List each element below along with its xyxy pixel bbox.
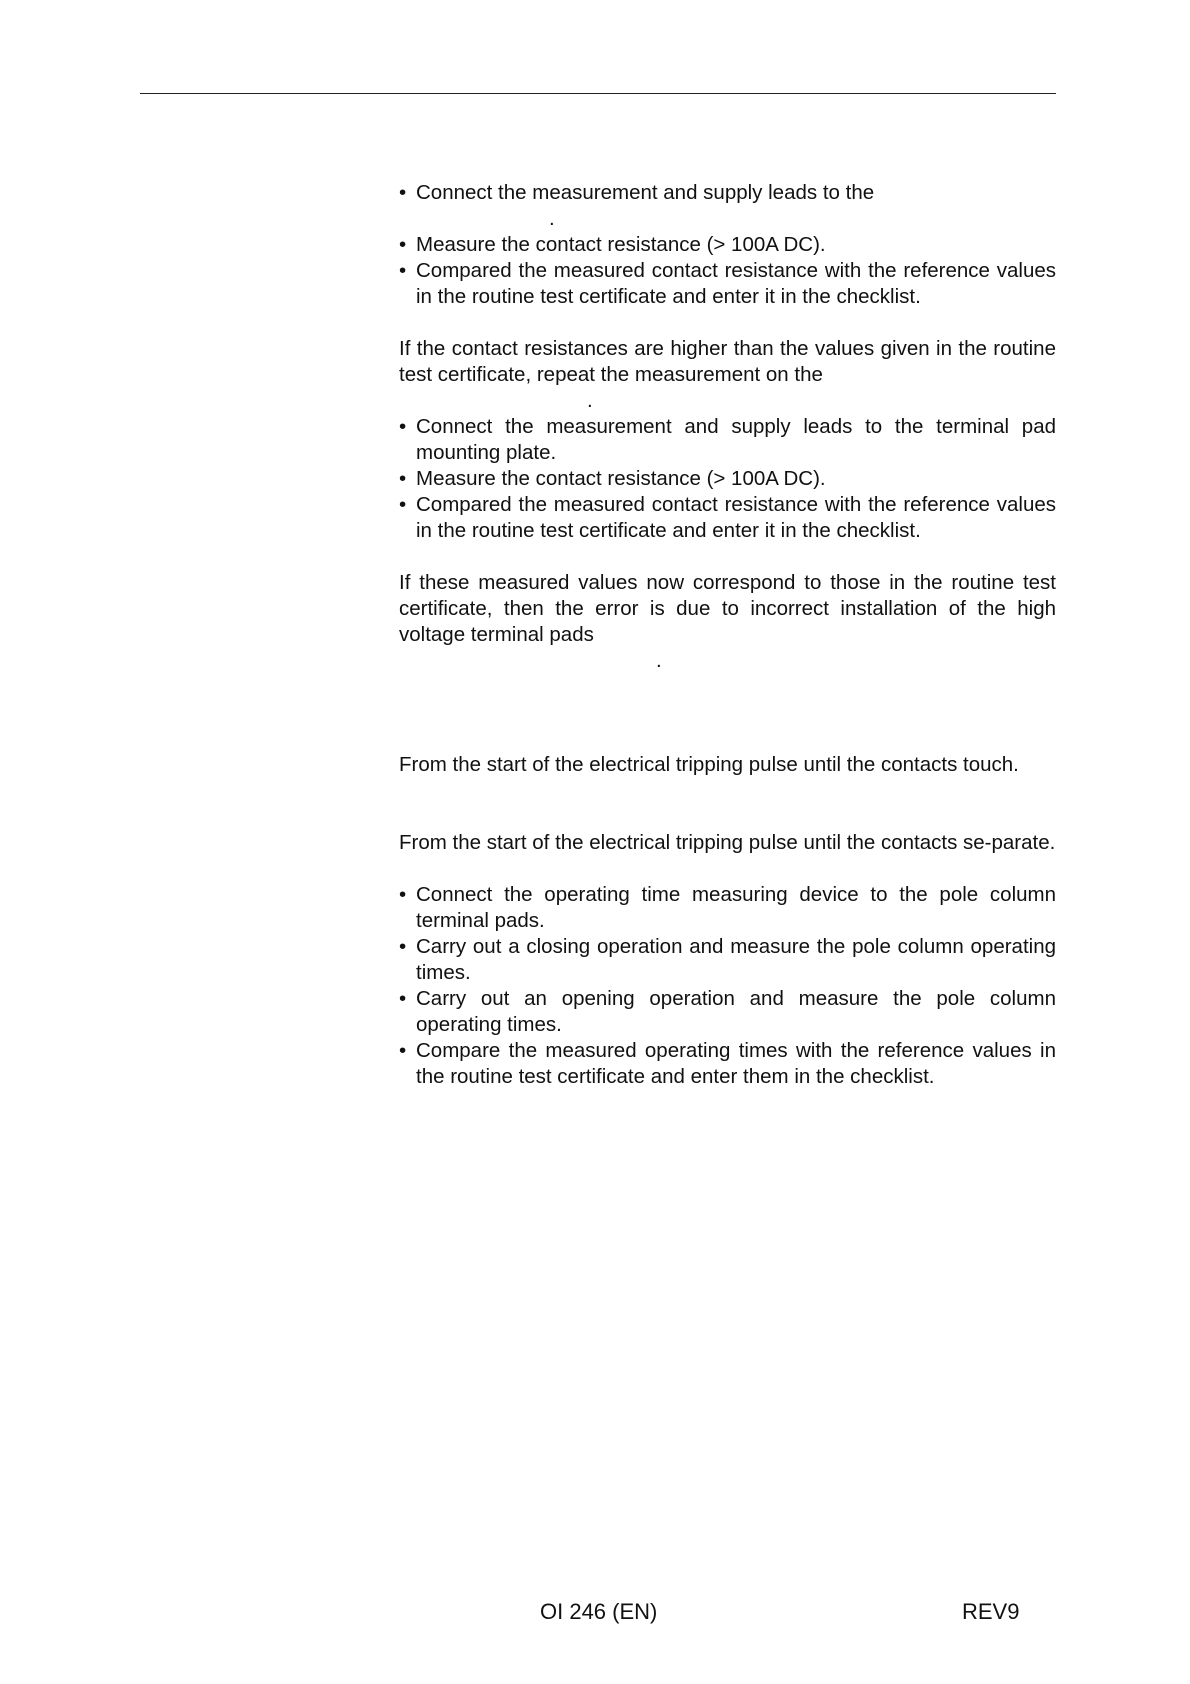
bullet-compare-resistance: • Compared the measured contact resistance with the reference values in the routine test certificate and enter it in the checklist. xyxy=(399,258,1056,310)
footer-doc-code: OI 246 (EN) xyxy=(540,1599,658,1624)
page-content xyxy=(399,180,1056,1090)
bullet-opening-operation: • Carry out an opening operation and measure the pole column operating times. xyxy=(399,986,1056,1038)
bullet-connect-leads: • Connect the measurement and supply leads to the xyxy=(399,180,1056,206)
missing-reference-mark: . xyxy=(656,649,662,672)
closing-time-definition: From the start of the electrical tripping pulse until the contacts touch. xyxy=(399,753,1019,776)
opening-time-definition: From the start of the electrical tripping pulse until the contacts se-parate. xyxy=(399,831,1056,854)
bullet-connect-timer: • Connect the operating time measuring device to the pole column terminal pads. xyxy=(399,882,1056,934)
bullet-compare-resistance: • Compared the measured contact resistance with the reference values in the routine test certificate and enter it in the checklist. xyxy=(399,492,1056,544)
bullet-closing-operation: • Carry out a closing operation and measure the pole column operating times. xyxy=(399,934,1056,986)
paragraph-higher-resistance: If the contact resistances are higher than the values given in the routine test certificate, repeat the measurement on the xyxy=(399,337,1056,386)
missing-reference-mark: . xyxy=(549,207,555,230)
bullet-measure-resistance: • Measure the contact resistance (> 100A DC). xyxy=(399,466,1056,492)
paragraph-installation-error: If these measured values now correspond to those in the routine test certificate, then the error is due to incorrect installation of the high voltage terminal pads xyxy=(399,571,1056,646)
header-rule xyxy=(140,93,1056,94)
bullet-connect-terminal-pad: • Connect the measurement and supply leads to the terminal pad mounting plate. xyxy=(399,414,1056,466)
footer-revision: REV9 xyxy=(962,1599,1020,1624)
bullet-compare-times: • Compare the measured operating times with the reference values in the routine test certificate and enter them in the checklist. xyxy=(399,1038,1056,1090)
missing-reference-mark: . xyxy=(587,389,593,412)
bullet-measure-resistance: • Measure the contact resistance (> 100A DC). xyxy=(399,232,1056,258)
